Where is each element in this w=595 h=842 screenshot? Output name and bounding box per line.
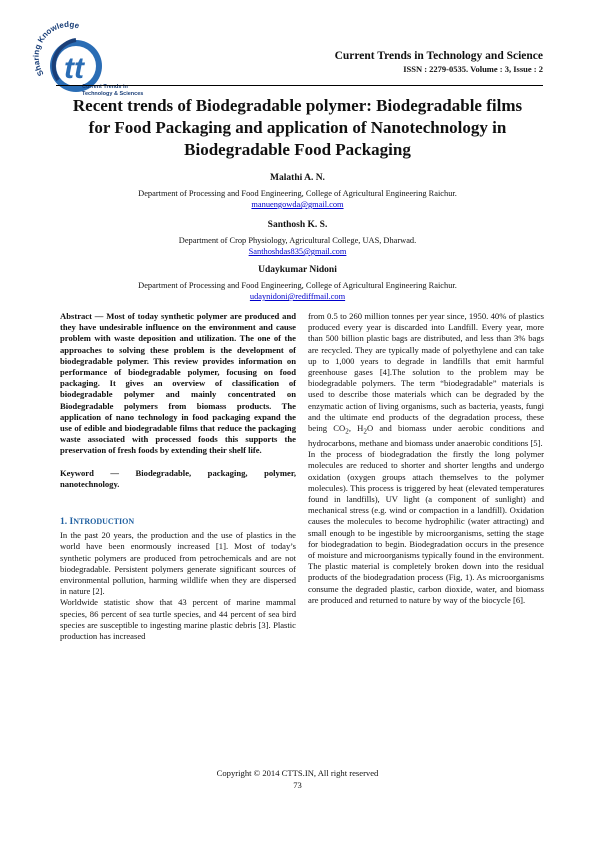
paper-title bbox=[40, 95, 555, 161]
logo-monogram: tt bbox=[64, 52, 84, 85]
author-email-link[interactable]: manuengowda@gmail.com bbox=[251, 200, 344, 209]
intro-paragraph-2: Worldwide statistic show that 43 percent of marine mammal species, 86 percent of sea turtle species, and 44 percent of sea bird species are susceptible to ingesting marine plastic debris [3]. Plastic production has increased bbox=[60, 597, 296, 642]
subscript: 2 bbox=[363, 427, 367, 436]
page-number: 73 bbox=[293, 780, 302, 790]
journal-name: Current Trends in Technology and Science bbox=[334, 50, 543, 62]
journal-header bbox=[335, 49, 543, 75]
author-email-link[interactable]: Santhoshdas835@gmail.com bbox=[248, 247, 347, 256]
paragraph-text: , H bbox=[348, 423, 364, 434]
section-heading-introduction bbox=[60, 516, 296, 528]
journal-logo bbox=[28, 18, 148, 104]
author-name: Malathi A. N. bbox=[270, 173, 325, 183]
right-column bbox=[308, 311, 544, 606]
title-line-3: Biodegradable Food Packaging bbox=[184, 140, 411, 159]
copyright-notice: Copyright © 2014 CTTS.IN, All right reserved bbox=[216, 768, 379, 778]
author-affiliation: Department of Processing and Food Engineering, College of Agricultural Engineering Raichur. bbox=[138, 281, 457, 290]
body-paragraph-1 bbox=[308, 311, 544, 449]
page-footer bbox=[0, 767, 595, 791]
author-3 bbox=[40, 265, 555, 302]
section-initial: I bbox=[69, 517, 74, 528]
author-affiliation: Department of Processing and Food Engineering, College of Agricultural Engineering Raichur. bbox=[138, 189, 457, 198]
author-name: Udaykumar Nidoni bbox=[258, 265, 337, 275]
paragraph-text: from 0.5 to 260 million tonnes per year since, 1950. 40% of plastics produced every year is discarded into Landfill. Every year, more than 500 billion plastic bags are distributed, and less than 3% bags are recycled. They are typically made of polyethylene and can take up to 1,000 years to degrade in landfills that emit harmful greenhouse gases [4].The solution to the problem may be biodegradable polymers. The term “biodegradable” materials is used to describe those materials which can be degraded by the enzymatic action of living organisms, such as bacteria, yeasts, fungi and the ultimate end products of the degradation process, these being CO bbox=[308, 311, 544, 434]
section-title-rest: NTRODUCTION bbox=[73, 517, 135, 527]
abstract: Abstract — Most of today synthetic polymer are produced and they have undesirable influence on the environment and cause problem with waste deposition and utilization. The one of the approaches to solving these problem is the development of biodegradable polymer. This review provides information on performance of biodegradable polymer, focusing on food packaging. It gives an overview of classification of biodegradable polymer and mainly concentrated on Biodegradable polymers from biomass products. The application of nano technology in food packaging expand the use of edible and biodegradable films that reduce the packaging waste associated with processed foods this supports the preservation of fresh foods by extending their shelf life. bbox=[60, 311, 296, 456]
intro-paragraph-1: In the past 20 years, the production and the use of plastics in the world have been enormously increased [1]. Most of today’s synthetic polymers are produced from petrochemicals and are not biodegradable. Persistent polymers generate significant sources of environmental pollution, harming wildlife when they are dispersed in nature [2]. bbox=[60, 530, 296, 597]
logo-caption-line2: Technology & Sciences bbox=[82, 91, 144, 97]
title-line-2: for Food Packaging and application of Nanotechnology in bbox=[88, 118, 507, 137]
author-email-link[interactable]: udaynidoni@rediffmail.com bbox=[249, 292, 346, 301]
paragraph-text: O and biomass under aerobic conditions and hydrocarbons, methane and biomass under anaerobic conditions [5]. bbox=[308, 423, 544, 448]
body-paragraph-2: In the process of biodegradation the firstly the long polymer molecules are reduced to shorter and shorter lengths and undergo oxidation (oxygen groups attach themselves to the polymer molecules). This process is triggered by heat (elevated temperatures found in landfills), UV light (a component of sunlight) and mechanical stress (e.g. wind or compaction in a landfill). Oxidation causes the molecules to become hydrophilic (water attracting) and small enough to be ingestible by microorganisms, setting the stage for biodegradation to begin. Biodegradation occurs in the presence of moisture and microorganisms typically found in the environment. The plastic material is completely broken down into the residual products of the biodegradation process (Fig, 1). As microorganisms consume the degraded plastic, carbon dioxide, water, and biomass are produced and returned to nature by way of the biocycle [6]. bbox=[308, 449, 544, 605]
logo-caption-line1: Current Trends in bbox=[82, 84, 128, 90]
header-rule bbox=[56, 85, 543, 86]
logo-arc-text: Sharing Knowledge bbox=[31, 19, 81, 78]
subscript: 2 bbox=[345, 427, 349, 436]
author-2 bbox=[40, 220, 555, 257]
author-affiliation: Department of Crop Physiology, Agricultural College, UAS, Dharwad. bbox=[178, 236, 417, 245]
author-1 bbox=[40, 173, 555, 210]
author-name: Santhosh K. S. bbox=[267, 220, 328, 230]
left-column bbox=[60, 311, 296, 642]
section-number: 1. bbox=[60, 517, 68, 528]
title-line-1: Recent trends of Biodegradable polymer: Biodegradable films bbox=[72, 96, 523, 115]
journal-issn: ISSN : 2279-0535. Volume : 3, Issue : 2 bbox=[403, 64, 543, 74]
keywords: Keyword — Biodegradable, packaging, polymer, nanotechnology. bbox=[60, 467, 296, 489]
